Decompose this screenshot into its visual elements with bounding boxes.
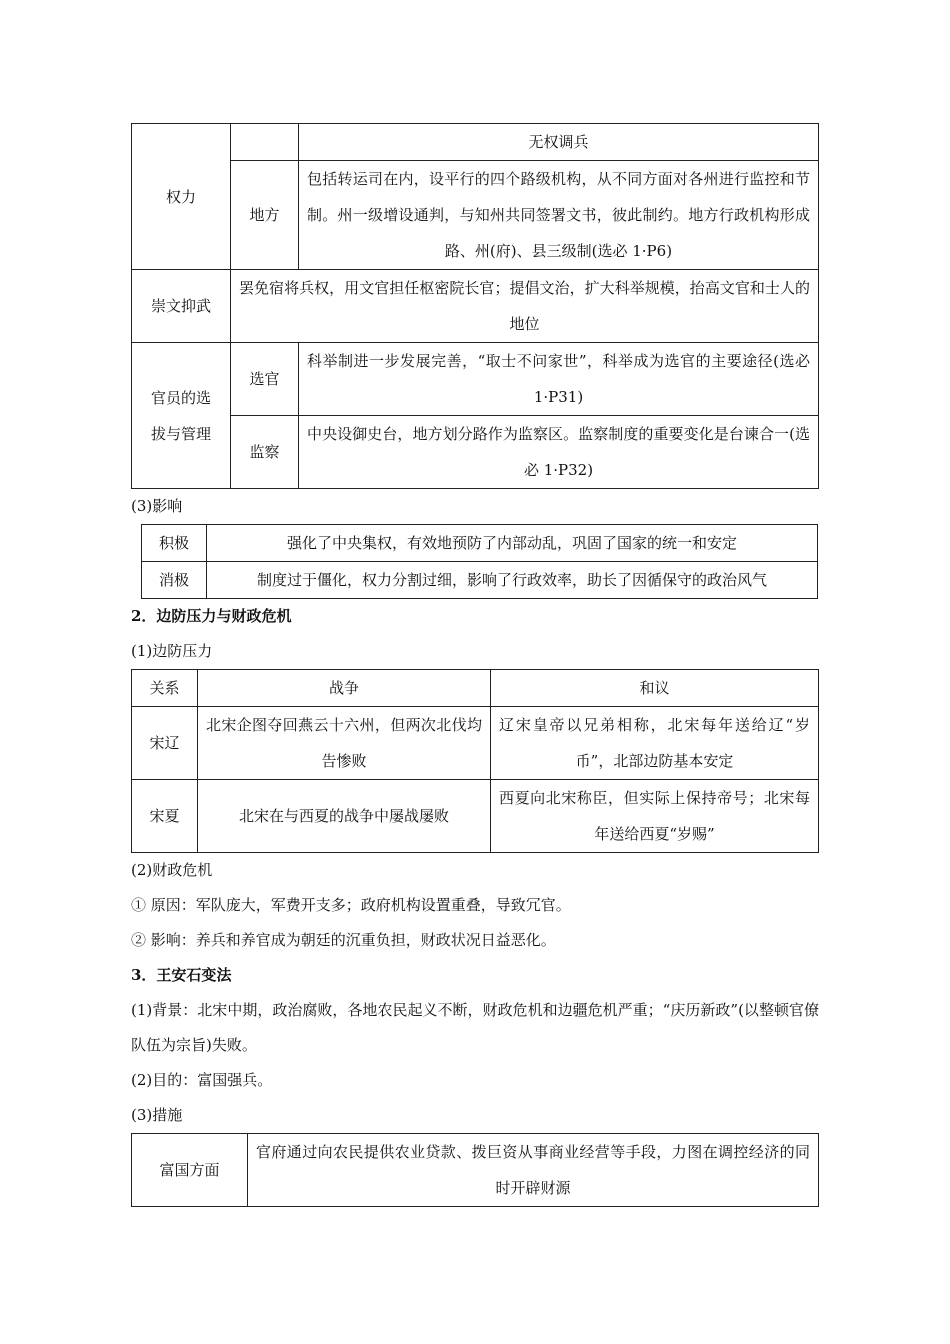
section2-sub2: (2)财政危机 [131,861,213,879]
measures-table [131,1133,819,1207]
war-song-liao: 北宋企图夺回燕云十六州，但两次北伐均告惨败 [198,707,491,780]
document-page [131,123,819,1207]
label-xiaoji: 消极 [142,562,207,599]
header-war: 战争 [198,670,491,707]
header-peace: 和议 [491,670,819,707]
label-jiancha: 监察 [231,416,299,489]
cell-chongwen: 罢免宿将兵权，用文官担任枢密院长官；提倡文治，扩大科举规模，抬高文官和士人的地位 [231,270,819,343]
influence-heading: (3)影响 [131,497,183,515]
section3-measures: (3)措施 [131,1106,183,1124]
section2-sub1: (1)边防压力 [131,642,213,660]
cell-difang: 包括转运司在内，设平行的四个路级机构，从不同方面对各州进行监控和节制。州一级增设通判，与知州共同签署文书，彼此制约。地方行政机构形成路、州(府)、县三级制(选必 1·P6) [299,161,819,270]
peace-song-xia: 西夏向北宋称臣，但实际上保持帝号；北宋每年送给西夏“岁赐” [491,780,819,853]
label-guanyuan: 官员的选拔与管理 [132,343,231,489]
rel-song-xia: 宋夏 [132,780,198,853]
influence-table [141,524,818,599]
section3-background: (1)背景：北宋中期，政治腐败，各地农民起义不断，财政危机和边疆危机严重；“庆历新政”(以整顿官僚队伍为宗旨)失败。 [131,1001,819,1054]
label-fuguo: 富国方面 [132,1134,248,1207]
rel-song-liao: 宋辽 [132,707,198,780]
label-difang: 地方 [231,161,299,270]
section2-item2: ② 影响：养兵和养官成为朝廷的沉重负担，财政状况日益恶化。 [131,931,556,949]
peace-song-liao: 辽宋皇帝以兄弟相称，北宋每年送给辽“岁币”，北部边防基本安定 [491,707,819,780]
cell-wuquan: 无权调兵 [299,124,819,161]
label-jiji: 积极 [142,525,207,562]
section3-heading: 3．王安石变法 [131,966,232,984]
label-xuanguan: 选官 [231,343,299,416]
section3-purpose: (2)目的：富国强兵。 [131,1071,273,1089]
empty-cell [231,124,299,161]
war-song-xia: 北宋在与西夏的战争中屡战屡败 [198,780,491,853]
cell-jiancha: 中央设御史台，地方划分路作为监察区。监察制度的重要变化是台谏合一(选必 1·P32) [299,416,819,489]
label-chongwen: 崇文抑武 [132,270,231,343]
section2-item1: ① 原因：军队庞大，军费开支多；政府机构设置重叠，导致冗官。 [131,896,571,914]
border-pressure-table [131,669,819,853]
cell-xuanguan: 科举制进一步发展完善，“取士不问家世”，科举成为选官的主要途径(选必 1·P31) [299,343,819,416]
cell-xiaoji: 制度过于僵化，权力分割过细，影响了行政效率，助长了因循保守的政治风气 [207,562,818,599]
section2-heading: 2．边防压力与财政危机 [131,607,292,625]
label-quanli: 权力 [132,124,231,270]
cell-jiji: 强化了中央集权，有效地预防了内部动乱，巩固了国家的统一和安定 [207,525,818,562]
header-relation: 关系 [132,670,198,707]
cell-fuguo: 官府通过向农民提供农业贷款、拨巨资从事商业经营等手段，力图在调控经济的同时开辟财源 [248,1134,819,1207]
song-politics-table [131,123,819,489]
